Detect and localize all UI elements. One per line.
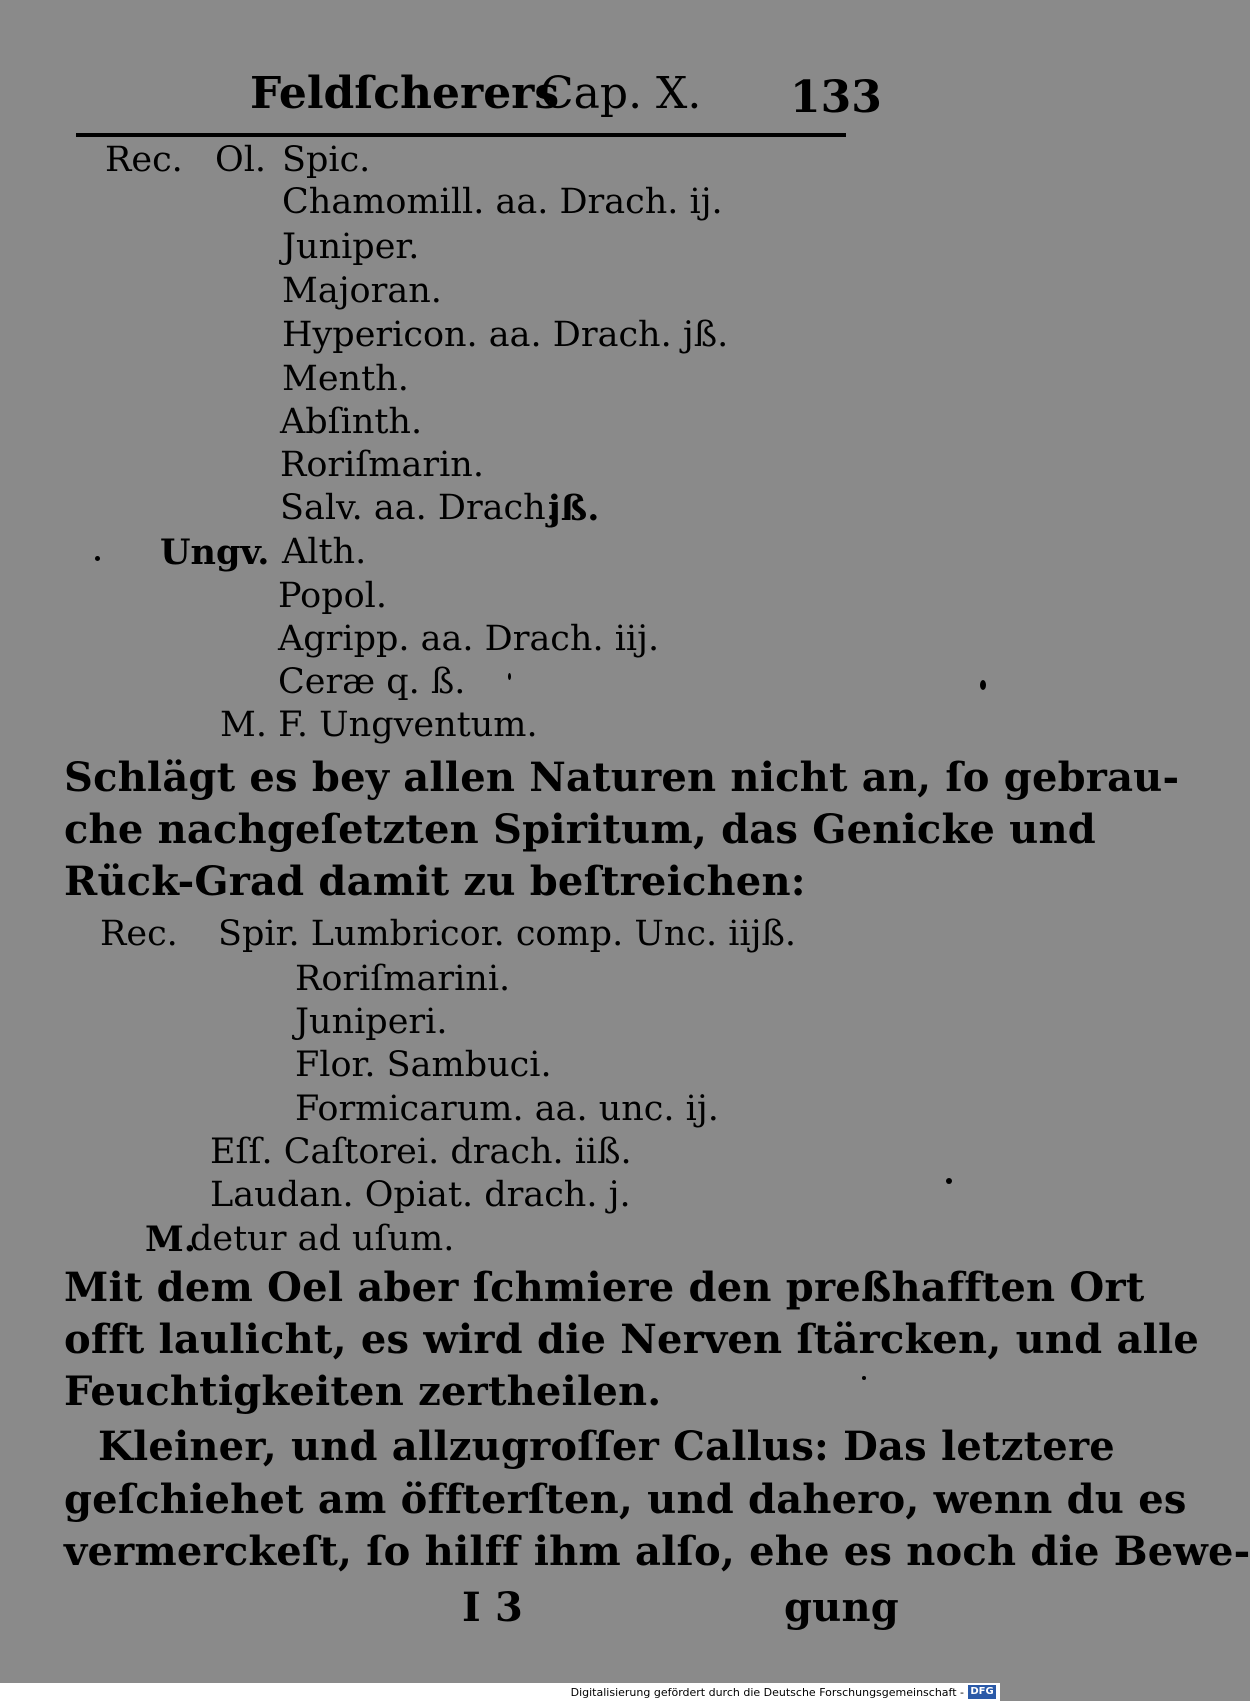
ink-speck [980,680,986,690]
recipe-oil-label: Ol. [215,140,267,180]
body-line: Schlägt es bey allen Naturen nicht an, ſo gebrau- [64,754,1180,801]
body-line: Mit dem Oel aber ſchmiere den preßhafften Ort [64,1264,1145,1311]
recipe-line: Eſſ. Caſtorei. drach. iiß. [210,1132,632,1172]
ink-speck [95,556,100,561]
body-line: vermerckeſt, ſo hilff ihm alſo, ehe es noch die Bewe- [64,1528,1250,1575]
recipe-line: Juniperi. [295,1002,448,1042]
recipe-line: Roriſmarini. [295,959,511,999]
recipe-line: Spir. Lumbricor. comp. Unc. iijß. [218,914,796,954]
recipe-line: Salv. aa. Drach. [280,488,557,528]
recipe-mix-label: M. [145,1219,196,1260]
page-number: 133 [790,72,882,123]
body-line: Kleiner, und allzugroſſer Callus: Das letztere [98,1423,1115,1470]
recipe-line: Ceræ q. ß. [278,662,466,702]
ink-speck [862,1376,866,1380]
header-rule [76,133,846,137]
recipe-line: Abſinth. [280,402,423,442]
body-line: Rück-Grad damit zu beſtreichen: [64,858,806,905]
running-title: Feldſcherers [250,68,560,119]
chapter-label: Cap. X. [540,68,702,119]
recipe-ungv-label: Ungv. [160,532,270,573]
footer-credit: Digitalisierung gefördert durch die Deutsche Forschungsgemeinschaft - [570,1686,964,1699]
recipe-line: Formicarum. aa. unc. ij. [295,1089,719,1129]
body-line: che nachgeſetzten Spiritum, das Genicke und [64,806,1096,853]
recipe-rec-label: Rec. [105,140,183,180]
signature-mark: I 3 [462,1584,524,1631]
body-line: offt laulicht, es wird die Nerven ſtärcken, und alle [64,1316,1200,1363]
body-line: Feuchtigkeiten zertheilen. [64,1368,662,1415]
recipe-line: M. F. Ungventum. [220,705,538,745]
recipe-line: Flor. Sambuci. [295,1045,552,1085]
ink-speck [508,673,511,680]
recipe-line: Agripp. aa. Drach. iij. [278,619,660,659]
recipe-line: Juniper. [282,227,420,267]
recipe-line: Majoran. [282,271,442,311]
recipe-line: Popol. [278,576,387,616]
recipe-line: Menth. [282,359,409,399]
recipe-line: Laudan. Opiat. drach. j. [210,1175,631,1215]
ink-speck [946,1178,952,1184]
recipe-line: Hypericon. aa. Drach. jß. [282,315,729,355]
recipe-line: Spic. [282,140,371,180]
recipe-line: Chamomill. aa. Drach. ij. [282,182,723,222]
dfg-logo: DFG [968,1685,996,1699]
recipe-rec-label: Rec. [100,914,178,954]
recipe-line: Alth. [282,532,367,572]
recipe-line: Roriſmarin. [280,445,484,485]
body-line: geſchiehet am öffterſten, und dahero, wenn du es [64,1476,1187,1523]
catchword: gung [784,1584,899,1631]
recipe-line: detur ad uſum. [190,1219,455,1259]
recipe-quantity: jß. [548,488,600,529]
